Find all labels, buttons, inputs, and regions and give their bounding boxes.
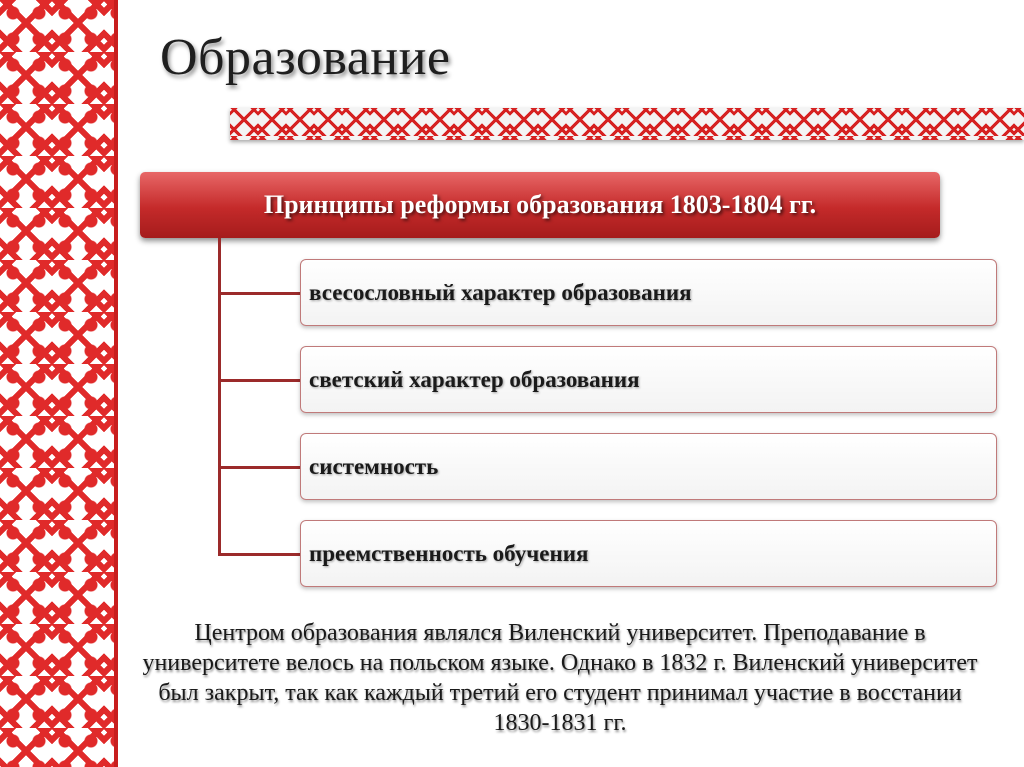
principles-header-label: Принципы реформы образования 1803-1804 гг. (263, 190, 817, 219)
connector-3 (218, 466, 300, 469)
principle-item (300, 259, 997, 326)
principle-item (300, 520, 997, 587)
connector-4 (218, 553, 300, 556)
ornament-left-border (0, 0, 118, 767)
principle-label: светский характер образования (309, 366, 640, 392)
connector-vertical (218, 238, 221, 556)
page-title: Образование (160, 29, 451, 86)
principles-header (140, 172, 940, 238)
principle-label: всесословный характер образования (309, 279, 692, 305)
ornament-band (230, 108, 1024, 140)
connector-2 (218, 379, 300, 382)
principle-label: системность (309, 453, 439, 479)
principle-item (300, 346, 997, 413)
connector-1 (218, 292, 300, 295)
footer-paragraph: Центром образования являлся Виленский университет. Преподавание в университете велось на польском языке. Однако в 1832 г. Виленский университет был закрыт, так как каждый третий его студент принимал участие в восстании 1830-1831 гг. (142, 620, 978, 736)
principle-item (300, 433, 997, 500)
principle-label: преемственность обучения (309, 540, 589, 566)
